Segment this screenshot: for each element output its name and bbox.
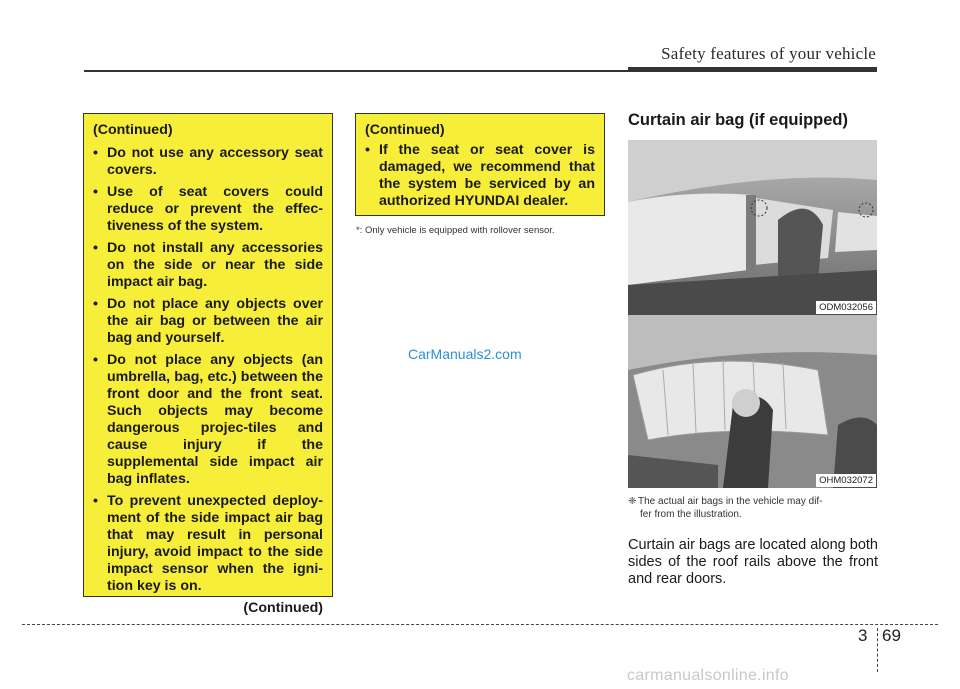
warning-box-left xyxy=(83,113,333,616)
curtain-airbag-photo-deployed xyxy=(628,315,877,488)
deployed-airbag-illustration xyxy=(628,315,877,488)
site-watermark: carmanualsonline.info xyxy=(627,667,789,684)
footer-rule xyxy=(22,624,938,625)
bullet-icon: • xyxy=(93,493,98,509)
warning-item: • If the seat or seat cover is damaged, we recommend that the system be serviced by an authorized HYUNDAI dealer. xyxy=(365,142,595,209)
bullet-icon: • xyxy=(93,184,98,200)
page-header-title: Safety features of your vehicle xyxy=(661,44,876,63)
warning-item: • Do not place any objects over the air bag or between the air bag and yourself. xyxy=(93,296,323,346)
bullet-icon: • xyxy=(93,240,98,256)
photo-caption: ❈ The actual air bags in the vehicle may dif- fer from the illustration. xyxy=(628,496,823,520)
warning-box-middle xyxy=(355,113,605,216)
bullet-icon: • xyxy=(93,352,98,368)
warning-list xyxy=(365,142,595,210)
note-mark-icon: ❈ xyxy=(628,496,637,507)
section-heading: Curtain air bag (if equipped) xyxy=(628,111,849,129)
bullet-icon: • xyxy=(93,145,98,161)
photo-code-label: ODM032056 xyxy=(816,301,876,314)
continued-label: (Continued) xyxy=(93,122,173,138)
page-number: 69 xyxy=(882,626,901,645)
bullet-icon: • xyxy=(365,142,370,158)
curtain-airbag-photo-stowed xyxy=(628,140,877,315)
section-body-text: Curtain air bags are located along both sides of the roof rails above the front and rear doors. xyxy=(628,537,878,587)
rollover-footnote: *: Only vehicle is equipped with rollover sensor. xyxy=(356,225,555,236)
photo-code-label: OHM032072 xyxy=(816,474,876,487)
chapter-number: 3 xyxy=(858,626,868,645)
warning-item: • Do not install any accessories on the side or near the side impact air bag. xyxy=(93,240,323,290)
warning-item: • Use of seat covers could reduce or prevent the effec-tiveness of the system. xyxy=(93,184,323,234)
continued-label-end: (Continued) xyxy=(243,600,323,616)
bullet-icon: • xyxy=(93,296,98,312)
watermark-text: CarManuals2.com xyxy=(408,346,522,362)
warning-list xyxy=(93,145,323,595)
warning-item: • To prevent unexpected deploy-ment of the side impact air bag that may result in personal injury, avoid impact to the side impact sensor when the igni-tion key is on. xyxy=(93,493,323,594)
car-interior-illustration xyxy=(628,140,877,315)
warning-item: • Do not use any accessory seat covers. xyxy=(93,145,323,178)
continued-label: (Continued) xyxy=(365,122,445,138)
page-number-separator xyxy=(877,628,878,672)
warning-item: • Do not place any objects (an umbrella, bag, etc.) between the front door and the front seat. Such objects may become dangerous projec-tiles and cause injury if the supplemental side impact air bag inflates. xyxy=(93,352,323,487)
header-rule-accent xyxy=(628,67,877,72)
